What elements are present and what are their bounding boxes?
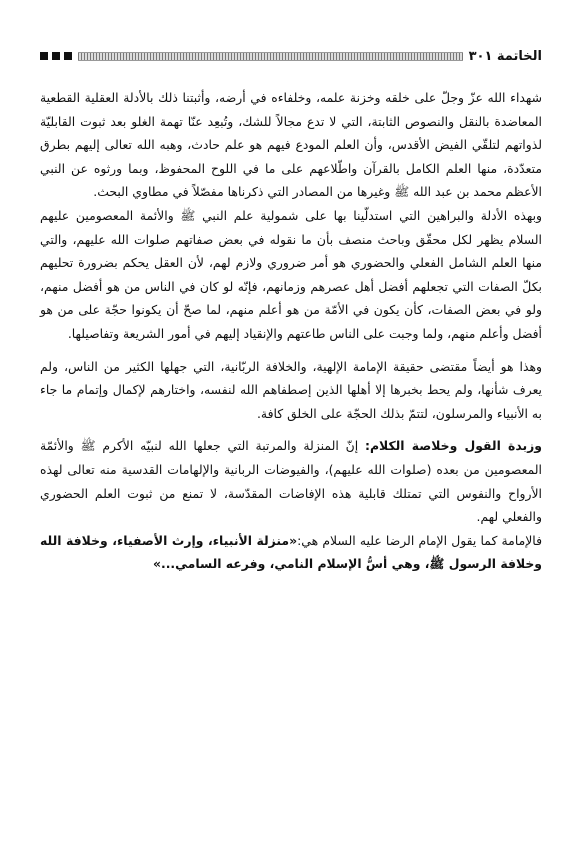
paragraph-1: شهداء الله عزّ وجلّ على خلقه وخزنة علمه، وخلفاءه في أرضه، وأثبتنا ذلك بالأدلة العقلية القطعية المعاضدة بالنقل والنصوص الثابتة، التي لا تدع مجالاً للشك، وتُبعِد عنّا تهمة الغلو بعد ثبوت القابليّة لذواتهم لتلقّي الفيض الأقدس، وأن العلم المودع فيهم هو علم حادث، وهبه الله تعالى إليهم بطرق متعدّدة، منها العلم الكامل بالقرآن واطّلاعهم على ما في اللوح المحفوظ، وبما ورثوه عن النبي الأعظم محمد بن عبد الله ﷺ وغيرها من المصادر التي ذكرناها مفصّلاً في مطاوي البحث. xyxy=(40,90,542,200)
header-ornament-band xyxy=(78,52,463,61)
conclusion-paragraph xyxy=(40,434,542,528)
quote-paragraph xyxy=(40,529,542,576)
page-body xyxy=(40,86,542,576)
conclusion-lead: وزبدة القول وخلاصة الكلام: xyxy=(365,438,542,454)
header-square xyxy=(40,52,48,60)
page-header xyxy=(40,46,542,66)
header-square xyxy=(52,52,60,60)
running-title: الخاتمة ٣٠١ xyxy=(468,48,542,64)
header-square xyxy=(64,52,72,60)
paragraph-3: وهذا هو أيضاً مقتضى حقيقة الإمامة الإلهية، والخلافة الربّانية، التي جهلها الكثير من الناس، ولم يعرف شأنها، ولم يحط بخبرها إلا أهلها الذين إصطفاهم الله لنفسه، واختارهم لإكمال وإتمام ما جاء به الأنبياء والمرسلون، لتتمّ بذلك الحجّة على الخلق كافة. xyxy=(40,358,542,421)
header-ornament-squares xyxy=(40,52,72,60)
quote-intro: فالإمامة كما يقول الإمام الرضا عليه السلام هي: xyxy=(297,532,542,548)
quote-text: «منزلة الأنبياء، وإرث الأصفياء، وخلافة الله وخلافة الرسول ﷺ، وهي أسُّ الإسلام النامي، وفرعه السامي...» xyxy=(40,532,542,572)
conclusion-text: إنّ المنزلة والمرتبة التي جعلها الله لنبيّه الأكرم ﷺ والأئمّة المعصومين من بعده (صلوات الله عليهم)، والفيوضات الربانية والإلهامات القدسية منه تعالى لهذه الأرواح والنفوس التي تمتلك قابلية هذه الإفاضات المقدّسة، لا تمنع من ثبوت العلم الحضوري والفعلي لهم. xyxy=(40,438,542,525)
paragraph-2: وبهذه الأدلة والبراهين التي استدلّينا بها على شمولية علم النبي ﷺ والأئمة المعصومين عليهم السلام يظهر لكل محقّق وباحث منصف بأن ما نقوله في بعض صفاتهم صلوات الله عليهم، والتي منها العلم الشامل الفعلي والحضوري هو أمر ضروري ولازم لهم، لأن العقل يحكم بضرورة تحليهم بكلّ الصفات التي تجعلهم أفضل أهل عصرهم وزمانهم، فإنّه لو كان في الناس من هو أفضل منهم، ولو في بعض الصفات، كأن يكون في الأمّة من هو أعلم منهم، لما صحّ أن يكونوا حجّة على من هو أفضل وأعلم منهم، ولما وجبت على الناس طاعتهم والإنقياد إليهم في أمور الشريعة وتفاصيلها. xyxy=(40,207,542,341)
